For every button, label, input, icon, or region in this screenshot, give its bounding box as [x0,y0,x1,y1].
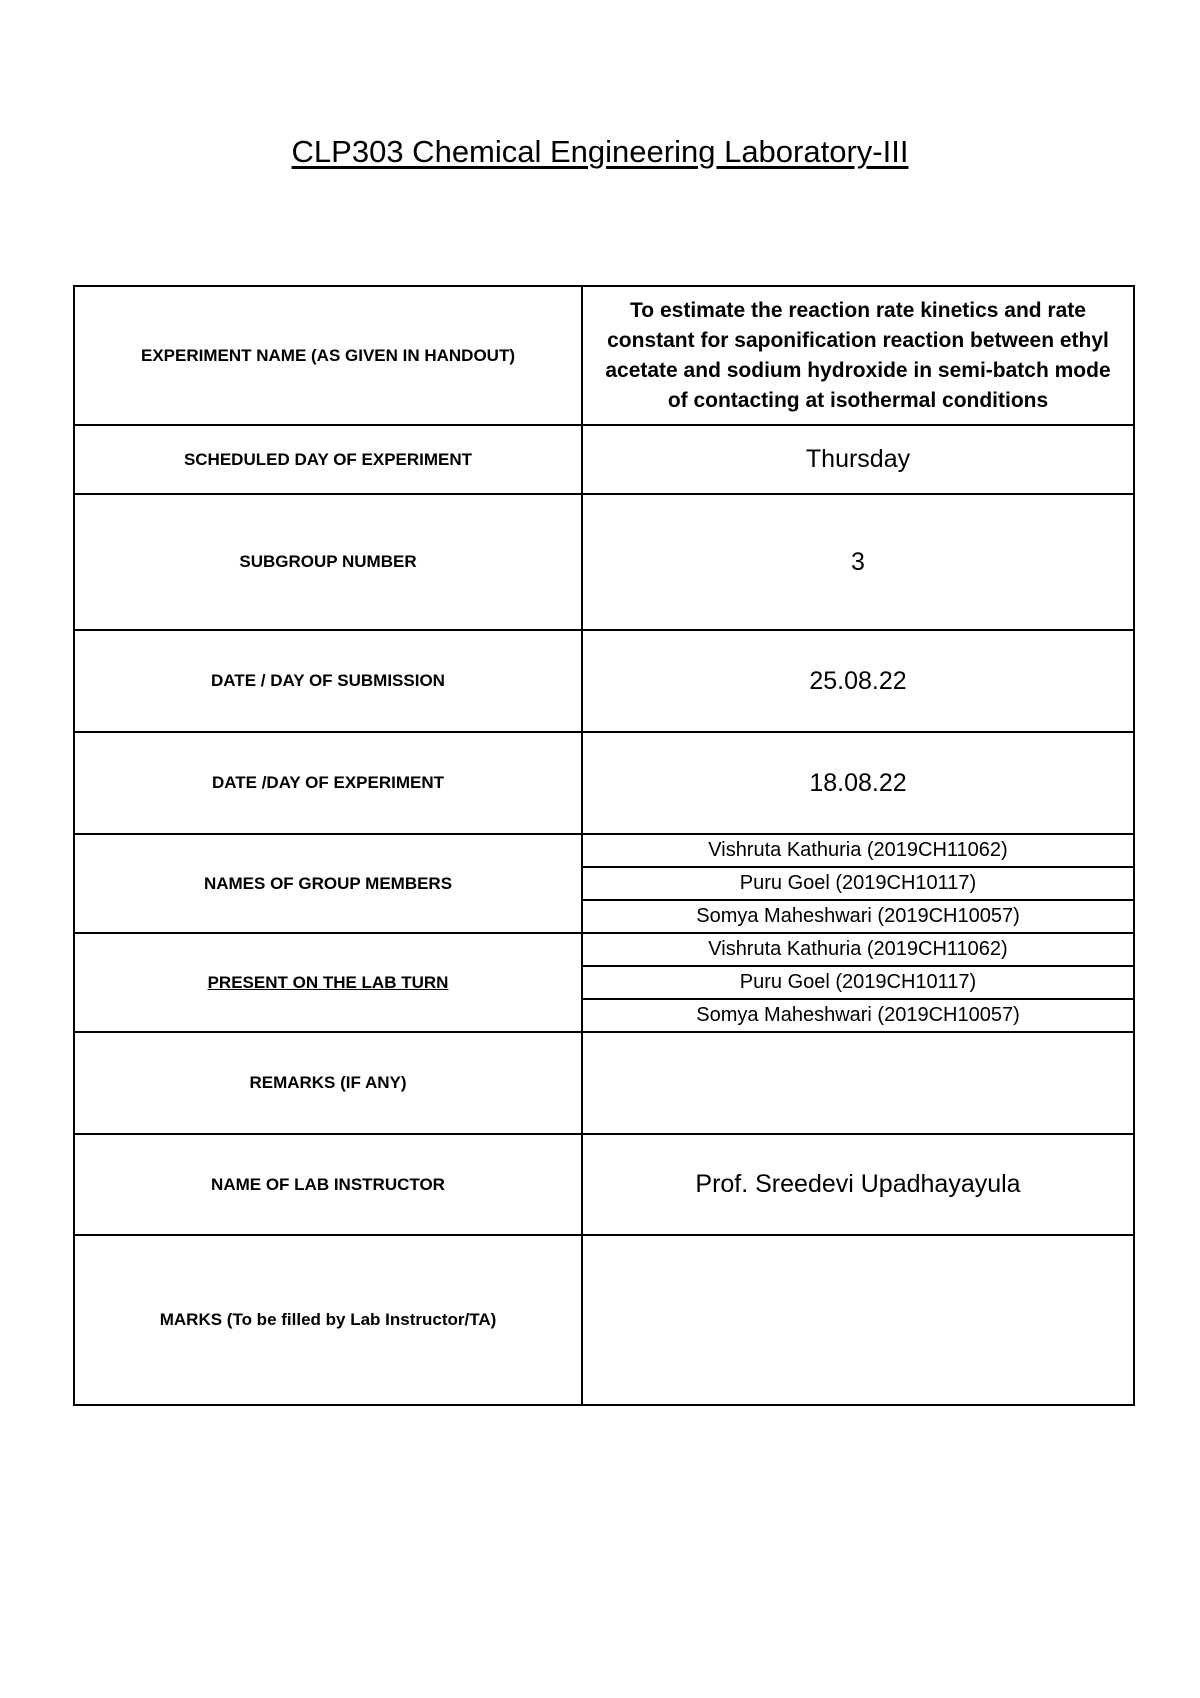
row-instructor [74,1134,1134,1235]
marks-label: MARKS (To be filled by Lab Instructor/TA) [74,1235,582,1405]
cover-sheet-table [73,285,1135,1406]
present-member-name: Somya Maheshwari (2019CH10057) [582,999,1134,1032]
row-submission [74,630,1134,732]
group-member-name: Vishruta Kathuria (2019CH11062) [582,834,1134,867]
subgroup-label: SUBGROUP NUMBER [74,494,582,630]
row-experiment-date [74,732,1134,834]
submission-label: DATE / DAY OF SUBMISSION [74,630,582,732]
subgroup-value: 3 [582,494,1134,630]
row-present-member [74,933,1134,966]
group-member-name: Puru Goel (2019CH10117) [582,867,1134,900]
row-remarks [74,1032,1134,1134]
experiment-name-label: EXPERIMENT NAME (AS GIVEN IN HANDOUT) [74,286,582,425]
present-label: PRESENT ON THE LAB TURN [74,933,582,1032]
remarks-label: REMARKS (IF ANY) [74,1032,582,1134]
group-members-label: NAMES OF GROUP MEMBERS [74,834,582,933]
scheduled-day-label: SCHEDULED DAY OF EXPERIMENT [74,425,582,494]
marks-value [582,1235,1134,1405]
remarks-value [582,1032,1134,1134]
instructor-value: Prof. Sreedevi Upadhayayula [582,1134,1134,1235]
group-member-name: Somya Maheshwari (2019CH10057) [582,900,1134,933]
row-marks [74,1235,1134,1405]
row-group-member [74,834,1134,867]
experiment-name-value: To estimate the reaction rate kinetics and rate constant for saponification reaction between ethyl acetate and sodium hydroxide in semi-batch mode of contacting at isothermal conditions [582,286,1134,425]
row-scheduled-day [74,425,1134,494]
experiment-date-value: 18.08.22 [582,732,1134,834]
scheduled-day-value: Thursday [582,425,1134,494]
row-subgroup [74,494,1134,630]
document-title: CLP303 Chemical Engineering Laboratory-III [291,134,909,169]
present-member-name: Puru Goel (2019CH10117) [582,966,1134,999]
submission-value: 25.08.22 [582,630,1134,732]
instructor-label: NAME OF LAB INSTRUCTOR [74,1134,582,1235]
row-experiment-name [74,286,1134,425]
experiment-date-label: DATE /DAY OF EXPERIMENT [74,732,582,834]
present-member-name: Vishruta Kathuria (2019CH11062) [582,933,1134,966]
